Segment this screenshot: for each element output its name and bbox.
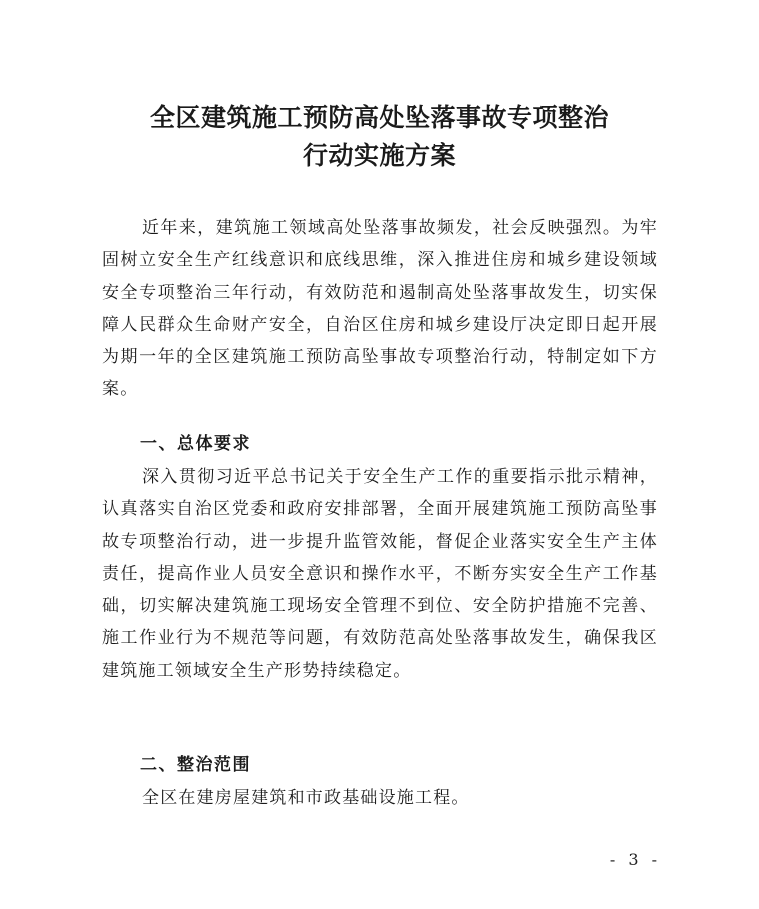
section-body-overall-requirements: 深入贯彻习近平总书记关于安全生产工作的重要指示批示精神，认真落实自治区党委和政府安排部署，全面开展建筑施工预防高坠事故专项整治行动，进一步提升监管效能，督促企业落实安全生产主体责任，提高作业人员安全意识和操作水平，不断夯实安全生产工作基础，切实解决建筑施工现场安全管理不到位、安全防护措施不完善、施工作业行为不规范等问题，有效防范高处坠落事故发生，确保我区建筑施工领域安全生产形势持续稳定。 [102,467,658,681]
section-heading-scope: 二、整治范围 [140,755,251,775]
document-title-line2: 行动实施方案 [302,141,456,170]
document-title-line1: 全区建筑施工预防高处坠落事故专项整治 [149,103,609,132]
page-number: - 3 - [609,850,661,869]
section-heading-overall-requirements: 一、总体要求 [140,434,251,454]
section-body-scope: 全区在建房屋建筑和市政基础设施工程。 [142,788,470,808]
intro-paragraph: 近年来，建筑施工领域高处坠落事故频发，社会反映强烈。为牢固树立安全生产红线意识和底线思维，深入推进住房和城乡建设领域安全专项整治三年行动，有效防范和遏制高处坠落事故发生，切实保障人民群众生命财产安全，自治区住房和城乡建设厅决定即日起开展为期一年的全区建筑施工预防高坠事故专项整治行动，特制定如下方案。 [102,218,658,400]
